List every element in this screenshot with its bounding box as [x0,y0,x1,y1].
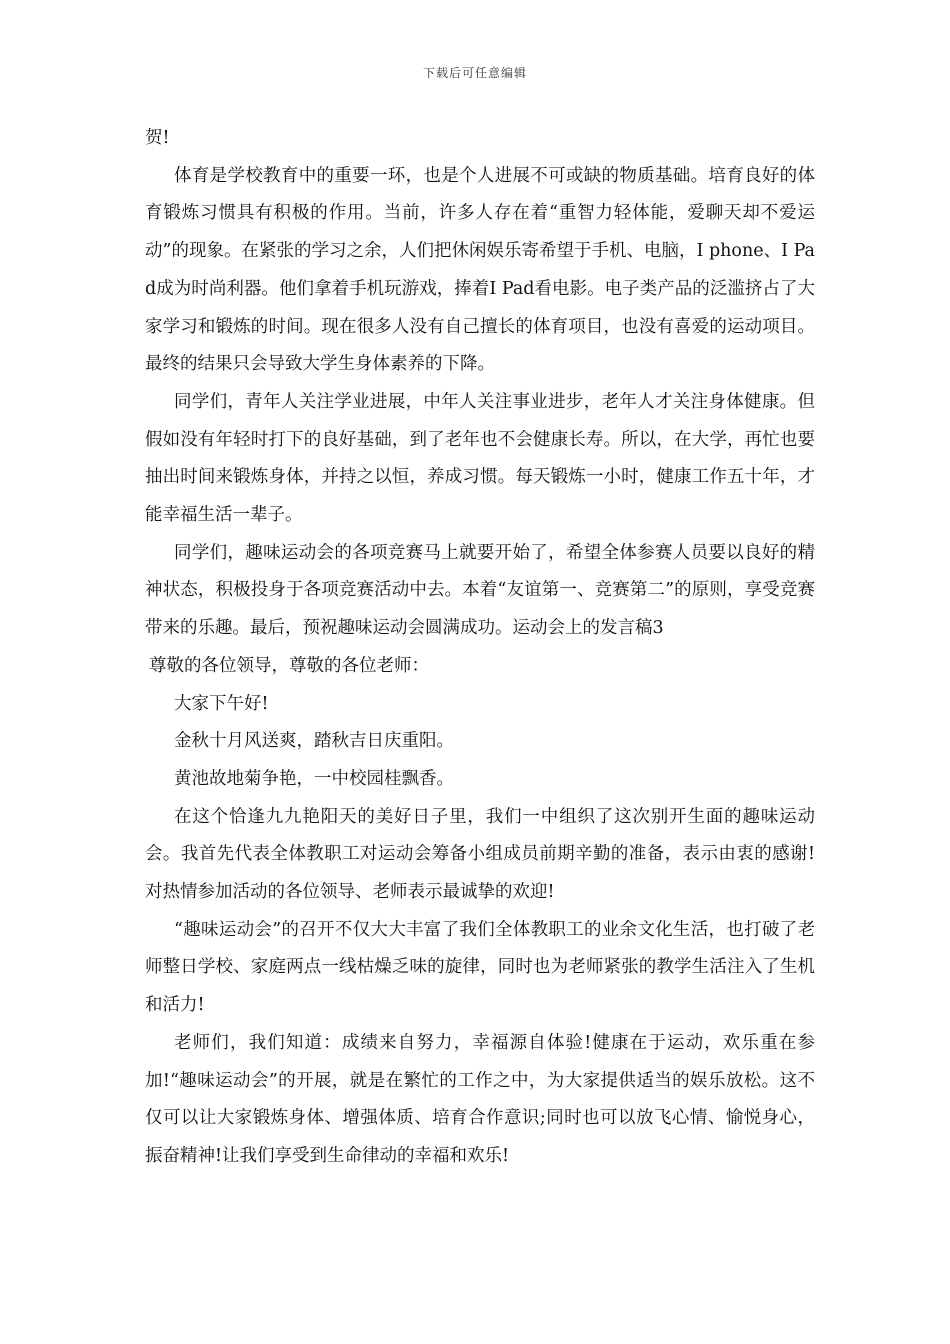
paragraph-fun-games: “趣味运动会”的召开不仅大大丰富了我们全体教职工的业余文化生活，也打破了老师整日学校、家庭两点一线枯燥乏味的旋律，同时也为老师紧张的教学生活注入了生机和活力! [145,919,815,1016]
paragraph-sports-education: 体育是学校教育中的重要一环，也是个人进展不可或缺的物质基础。培育良好的体育锻炼习惯具有积极的作用。当前，许多人存在着“重智力轻体能，爱聊天却不爱运动”的现象。在紧张的学习之余，人们把休闲娱乐寄希望于手机、电脑，I phone、I Pad成为时尚利器。他们拿着手机玩游戏，捧着I Pad看电影。电子类产品的泛滥挤占了大家学习和锻炼的时间。现在很多人没有自己擅长的体育项目，也没有喜爱的运动项目。最终的结果只会导致大学生身体素养的下降。 [145,165,815,375]
paragraph-poem-line-1: 金秋十月风送爽，踏秋吉日庆重阳。 [174,731,454,752]
page-header: 下载后可任意编辑 [422,66,527,80]
paragraph-good-afternoon: 大家下午好! [174,693,269,714]
paragraph-teachers: 老师们，我们知道：成绩来自努力，幸福源自体验!健康在于运动，欢乐重在参加!“趣味运动会”的开展，就是在繁忙的工作之中，为大家提供适当的娱乐放松。这不仅可以让大家锻炼身体、增强体质、培育合作意识;同时也可以放飞心情、愉悦身心，振奋精神!让我们享受到生命律动的幸福和欢乐! [145,1032,815,1166]
paragraph-poem-line-2: 黄池故地菊争艳，一中校园桂飘香。 [174,768,454,789]
paragraph-thanks: 在这个恰逢九九艳阳天的美好日子里，我们一中组织了这次别开生面的趣味运动会。我首先代表全体教职工对运动会筹备小组成员前期辛勤的准备，表示由衷的感谢!对热情参加活动的各位领导、老师表示最诚挚的欢迎! [145,806,815,903]
paragraph-greeting-end: 贺! [145,128,170,148]
paragraph-health-foundation: 同学们，青年人关注学业进展，中年人关注事业进步，老年人才关注身体健康。但假如没有年轻时打下的良好基础，到了老年也不会健康长寿。所以，在大学，再忙也要抽出时间来锻炼身体，并持之以恒，养成习惯。每天锻炼一小时，健康工作五十年，才能幸福生活一辈子。 [145,391,815,526]
paragraph-competition-start: 同学们，趣味运动会的各项竞赛马上就要开始了，希望全体参赛人员要以良好的精神状态，积极投身于各项竞赛活动中去。本着“友谊第一、竞赛第二”的原则，享受竞赛带来的乐趣。最后，预祝趣味运动会圆满成功。运动会上的发言稿3 [145,542,815,639]
paragraph-salutation: 尊敬的各位领导，尊敬的各位老师： [149,655,429,676]
document-body [145,120,815,1176]
